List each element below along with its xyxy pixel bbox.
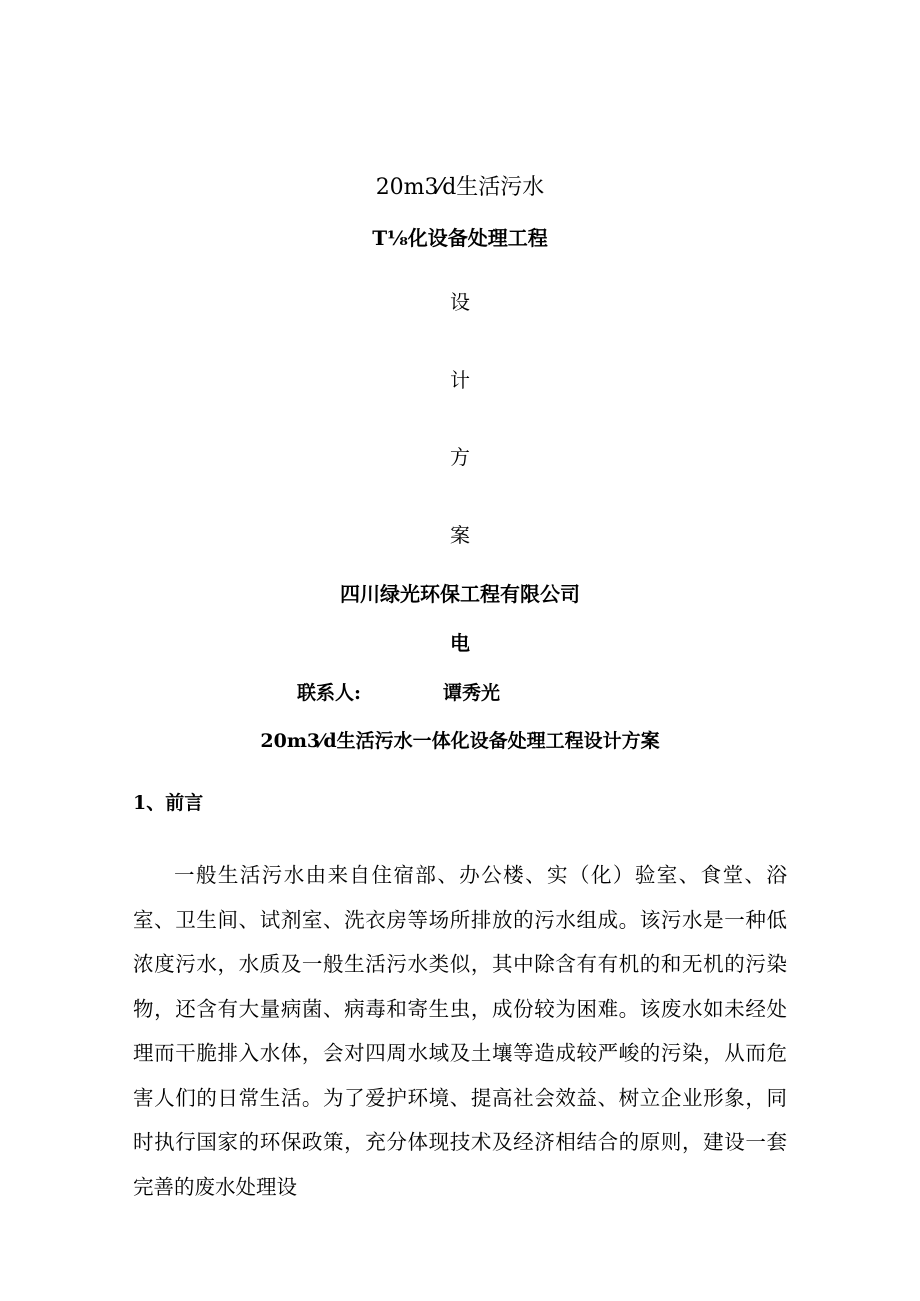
body-paragraph: 一般生活污水由来自住宿部、办公楼、实（化）验室、食堂、浴室、卫生间、试剂室、洗衣房等场所排放的污水组成。该污水是一种低浓度污水，水质及一般生活污水类似，其中除含有有机的和无机的污染物，还含有大量病菌、病毒和寄生虫，成份较为困难。该废水如未经处理而干脆排入水体，会对四周水域及土壤等造成较严峻的污染，从而危害人们的日常生活。为了爱护环境、提高社会效益、树立企业形象，同时执行国家的环保政策，充分体现技术及经济相结合的原则，建设一套完善的废水处理设 — [133, 863, 787, 1199]
phone-label: 电 — [450, 631, 470, 655]
company-name: 四川绿光环保工程有限公司 — [340, 582, 580, 606]
contact-label: 联系人: — [297, 682, 362, 704]
cover-vertical-char-an: 案 — [450, 523, 470, 547]
section-heading: 1、前言 — [133, 792, 204, 814]
cover-title-line2: T⅛化设备处理工程 — [372, 226, 548, 250]
cover-vertical-char-ji: 计 — [450, 368, 470, 392]
cover-title-line1: 20m3⁄d生活污水 — [375, 175, 545, 200]
cover-vertical-char-she: 设 — [450, 290, 470, 314]
document-title: 20m3⁄d生活污水一体化设备处理工程设计方案 — [260, 730, 660, 752]
contact-name: 谭秀光 — [443, 682, 501, 704]
cover-vertical-char-fang: 方 — [450, 445, 470, 469]
